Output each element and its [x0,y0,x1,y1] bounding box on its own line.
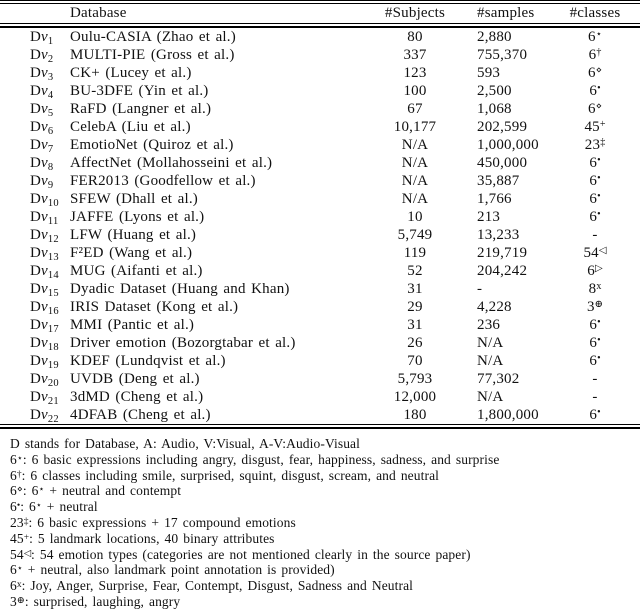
subjects-cell: 31 [407,281,423,297]
table-row [0,352,640,370]
table-row [0,370,640,388]
superscript-symbol: x [16,580,22,591]
row-id: $Dv_{11}$ [30,209,59,227]
classes-superscript: • [597,83,601,94]
subjects-cell: 119 [403,245,427,261]
row-id-variable: v [41,317,48,333]
subjects-cell: N/A [401,191,429,207]
row-id-variable: v [41,137,48,153]
row-id-variable: v [41,209,48,225]
row-id-subscript: 18 [47,342,59,353]
subjects-cell: 337 [403,47,427,63]
footnote-line: 23‡: 6 basic expressions + 17 compound emotions [10,514,296,530]
row-id-subscript: 3 [47,72,54,83]
row-id: $Dv_4$ [30,83,54,101]
row-id-subscript: 1 [47,36,54,47]
footnote-line: 6⋆ + neutral, also landmark point annotation is provided) [10,562,335,578]
samples-cell: 202,599 [477,119,528,135]
classes-cell: 8$^x$ [588,281,602,297]
subjects-cell: 100 [403,83,427,99]
classes-superscript: • [597,353,601,364]
superscript-symbol: ◁ [23,548,32,559]
row-id-variable: v [41,335,48,351]
row-id: $Dv_1$ [30,29,54,47]
database-cell: Driver emotion (Bozorgtabar et al.) [70,335,296,351]
classes-cell: 6⋄ [588,101,602,117]
table-row [0,46,640,64]
classes-superscript: ⋄ [595,101,602,112]
superscript-symbol: † [16,469,22,480]
database-cell: AffectNet (Mollahosseini et al.) [70,155,273,171]
table-row [0,208,640,226]
footnote-line: 6†: 6 classes including smile, surprised, squint, disgust, scream, and neutral [10,467,440,483]
classes-superscript: • [597,173,601,184]
footnote-line: 45+: 5 landmark locations, 40 binary attributes [10,530,275,546]
classes-cell: 6• [589,83,601,99]
classes-cell: 6• [589,191,601,207]
classes-superscript: ▷ [595,263,603,274]
samples-cell: 236 [477,317,501,333]
row-id-subscript: 6 [47,126,54,137]
database-cell: MULTI-PIE (Gross et al.) [70,47,235,63]
database-cell: F²ED (Wang et al.) [70,245,193,261]
footnote-line: 54◁: 54 emotion types (categories are not mentioned clearly in the source paper) [10,546,471,562]
table-row [0,190,640,208]
row-id: $Dv_{13}$ [30,245,59,263]
samples-cell: - [477,281,483,297]
table-row [0,100,640,118]
row-id-variable: v [41,227,48,243]
samples-cell: N/A [477,389,504,405]
classes-superscript: • [597,191,601,202]
header-samples: #samples [477,5,535,21]
classes-cell: 45+ [584,119,606,135]
database-cell: RaFD (Langner et al.) [70,101,212,117]
database-cell: CK+ (Lucey et al.) [70,65,192,81]
classes-cell: 3⊕ [586,299,604,315]
database-cell: MMI (Pantic et al.) [70,317,195,333]
superscript-symbol: ⊕ [16,595,25,606]
classes-superscript: ◁ [598,245,607,256]
samples-cell: 1,000,000 [477,137,539,153]
classes-cell: 6⋄ [588,65,602,81]
header-subjects: #Subjects [384,5,446,21]
header-classes: #classes [569,5,621,21]
classes-cell: - [592,371,598,387]
row-id: $Dv_{19}$ [30,353,59,371]
classes-cell: - [592,227,598,243]
database-cell: CelebA (Liu et al.) [70,119,191,135]
table-row [0,388,640,406]
row-id-variable: v [41,155,48,171]
row-id: $Dv_{15}$ [30,281,59,299]
row-id: $Dv_{16}$ [30,299,59,317]
subjects-cell: 180 [403,407,427,423]
row-id-subscript: 22 [47,414,59,425]
table-row [0,172,640,190]
table-row [0,316,640,334]
samples-cell: 4,228 [477,299,512,315]
classes-cell: 6† [588,47,602,63]
subjects-cell: 67 [407,101,423,117]
classes-superscript: ⋆ [595,29,602,40]
classes-cell: 6• [589,209,601,225]
row-id-subscript: 12 [47,234,59,245]
classes-superscript: ⊕ [594,299,604,310]
samples-cell: 593 [477,65,501,81]
row-id-subscript: 2 [47,54,54,65]
superscript-symbol: ⋄ [16,485,23,496]
database-cell: MUG (Aifanti et al.) [70,263,203,279]
samples-cell: 2,500 [477,83,512,99]
row-id-variable: v [41,371,48,387]
row-id-subscript: 20 [47,378,59,389]
row-id: $Dv_{21}$ [30,389,59,407]
samples-cell: N/A [477,353,504,369]
classes-cell: 6• [589,173,601,189]
row-id-variable: v [41,65,48,81]
row-id-subscript: 16 [47,306,59,317]
table-body [0,28,640,424]
samples-cell: N/A [477,335,504,351]
classes-superscript: x [596,281,602,292]
superscript-symbol: ⋆ [38,485,45,496]
row-id-subscript: 9 [47,180,54,191]
database-cell: Oulu-CASIA (Zhao et al.) [70,29,236,45]
samples-cell: 35,887 [477,173,520,189]
database-cell: UVDB (Deng et al.) [70,371,200,387]
subjects-cell: N/A [401,173,429,189]
classes-cell: 6• [589,335,601,351]
row-id-subscript: 7 [47,144,54,155]
row-id: $Dv_3$ [30,65,54,83]
row-id: $Dv_{18}$ [30,335,59,353]
row-id: $Dv_5$ [30,101,54,119]
row-id-subscript: 8 [47,162,54,173]
row-id-variable: v [41,101,48,117]
superscript-symbol: ⋆ [35,501,42,512]
database-cell: Dyadic Dataset (Huang and Khan) [70,281,290,297]
database-cell: LFW (Huang et al.) [70,227,197,243]
classes-cell: 54◁ [583,245,607,261]
table-row [0,118,640,136]
table-row [0,334,640,352]
samples-cell: 1,800,000 [477,407,539,423]
superscript-symbol: ⋆ [16,453,23,464]
subjects-cell: 123 [403,65,427,81]
database-cell: SFEW (Dhall et al.) [70,191,198,207]
samples-cell: 755,370 [477,47,528,63]
row-id-subscript: 4 [47,90,54,101]
table-row [0,154,640,172]
row-id: $Dv_{22}$ [30,407,59,425]
subjects-cell: 12,000 [393,389,437,405]
table-row [0,226,640,244]
footnotes [0,436,640,610]
classes-superscript: ‡ [600,137,606,148]
database-cell: 3dMD (Cheng et al.) [70,389,204,405]
samples-cell: 1,068 [477,101,512,117]
classes-cell: 6• [589,407,601,423]
row-id-subscript: 10 [47,198,59,209]
footnote-line: 6•: 6⋆ + neutral [10,499,98,515]
subjects-cell: 5,749 [397,227,433,243]
subjects-cell: 80 [407,29,423,45]
classes-superscript: • [597,155,601,166]
row-id-subscript: 21 [47,396,59,407]
row-id: $Dv_6$ [30,119,54,137]
samples-cell: 213 [477,209,501,225]
row-id: $Dv_2$ [30,47,54,65]
row-id-subscript: 14 [47,270,59,281]
row-id-variable: v [41,407,48,423]
row-id-variable: v [41,191,48,207]
row-id: $Dv_{14}$ [30,263,59,281]
samples-cell: 13,233 [477,227,520,243]
database-cell: IRIS Dataset (Kong et al.) [70,299,239,315]
row-id-subscript: 13 [47,252,59,263]
table-header-row [0,4,640,23]
row-id-variable: v [41,353,48,369]
classes-superscript: • [597,209,601,220]
row-id-variable: v [41,299,48,315]
row-id-variable: v [41,173,48,189]
classes-superscript: ⋄ [595,65,602,76]
row-id-variable: v [41,47,48,63]
table-row [0,280,640,298]
classes-superscript: + [599,119,606,130]
database-cell: JAFFE (Lyons et al.) [70,209,205,225]
row-id-variable: v [41,389,48,405]
superscript-symbol: • [16,501,21,512]
row-id: $Dv_{20}$ [30,371,59,389]
classes-cell: 6• [589,353,601,369]
row-id-subscript: 11 [47,216,59,227]
footnote-line: 6⋆: 6 basic expressions including angry, disgust, fear, happiness, sadness, and surprise [10,451,500,467]
subjects-cell: 10 [407,209,423,225]
classes-cell: 6• [589,155,601,171]
database-cell: BU-3DFE (Yin et al.) [70,83,209,99]
footnote-line: 3⊕: surprised, laughing, angry [10,593,181,609]
row-id-subscript: 19 [47,360,59,371]
subjects-cell: 70 [407,353,423,369]
samples-cell: 77,302 [477,371,520,387]
table-bottom-rule [0,424,640,429]
samples-cell: 450,000 [477,155,528,171]
classes-cell: 6⋆ [588,29,602,45]
table-row [0,64,640,82]
table-row [0,28,640,46]
subjects-cell: 5,793 [397,371,433,387]
samples-cell: 219,719 [477,245,528,261]
row-id: $Dv_{12}$ [30,227,59,245]
samples-cell: 2,880 [477,29,512,45]
row-id-variable: v [41,119,48,135]
table-row [0,406,640,424]
row-id: $Dv_9$ [30,173,54,191]
row-id: $Dv_8$ [30,155,54,173]
row-id-variable: v [41,281,48,297]
database-cell: 4DFAB (Cheng et al.) [70,407,211,423]
database-cell: EmotioNet (Quiroz et al.) [70,137,234,153]
table-row [0,136,640,154]
subjects-cell: 26 [407,335,423,351]
classes-superscript: † [596,47,602,58]
classes-superscript: • [597,335,601,346]
classes-cell: 6▷ [587,263,603,279]
row-id-variable: v [41,245,48,261]
subjects-cell: 10,177 [393,119,437,135]
classes-cell: - [592,389,598,405]
row-id-subscript: 17 [47,324,59,335]
footnote-line: 6$^x$: Joy, Anger, Surprise, Fear, Contempt, Disgust, Sadness and Neutral [10,578,414,594]
superscript-symbol: ⋆ [16,564,23,575]
samples-cell: 204,242 [477,263,528,279]
row-id-variable: v [41,263,48,279]
database-cell: FER2013 (Goodfellow et al.) [70,173,256,189]
subjects-cell: 52 [407,263,423,279]
footnote-line: D stands for Database, A: Audio, V:Visual, A-V:Audio-Visual [10,436,360,451]
superscript-symbol: + [23,532,30,543]
database-cell: KDEF (Lundqvist et al.) [70,353,226,369]
header-database: Database [70,5,127,21]
table-row [0,262,640,280]
samples-cell: 1,766 [477,191,512,207]
classes-cell: 23‡ [584,137,606,153]
table-row [0,82,640,100]
row-id: $Dv_{17}$ [30,317,59,335]
row-id: $Dv_7$ [30,137,54,155]
classes-superscript: • [597,317,601,328]
subjects-cell: N/A [401,155,429,171]
table-row [0,298,640,316]
classes-cell: 6• [589,317,601,333]
header-id-spacer [0,4,70,23]
row-id: $Dv_{10}$ [30,191,59,209]
subjects-cell: 29 [407,299,423,315]
footnote-line: 6⋄: 6⋆ + neutral and contempt [10,483,182,499]
row-id-variable: v [41,83,48,99]
table-row [0,244,640,262]
subjects-cell: N/A [401,137,429,153]
row-id-subscript: 5 [47,108,54,119]
row-id-variable: v [41,29,48,45]
subjects-cell: 31 [407,317,423,333]
superscript-symbol: ‡ [23,516,29,527]
classes-superscript: • [597,407,601,418]
row-id-subscript: 15 [47,288,59,299]
